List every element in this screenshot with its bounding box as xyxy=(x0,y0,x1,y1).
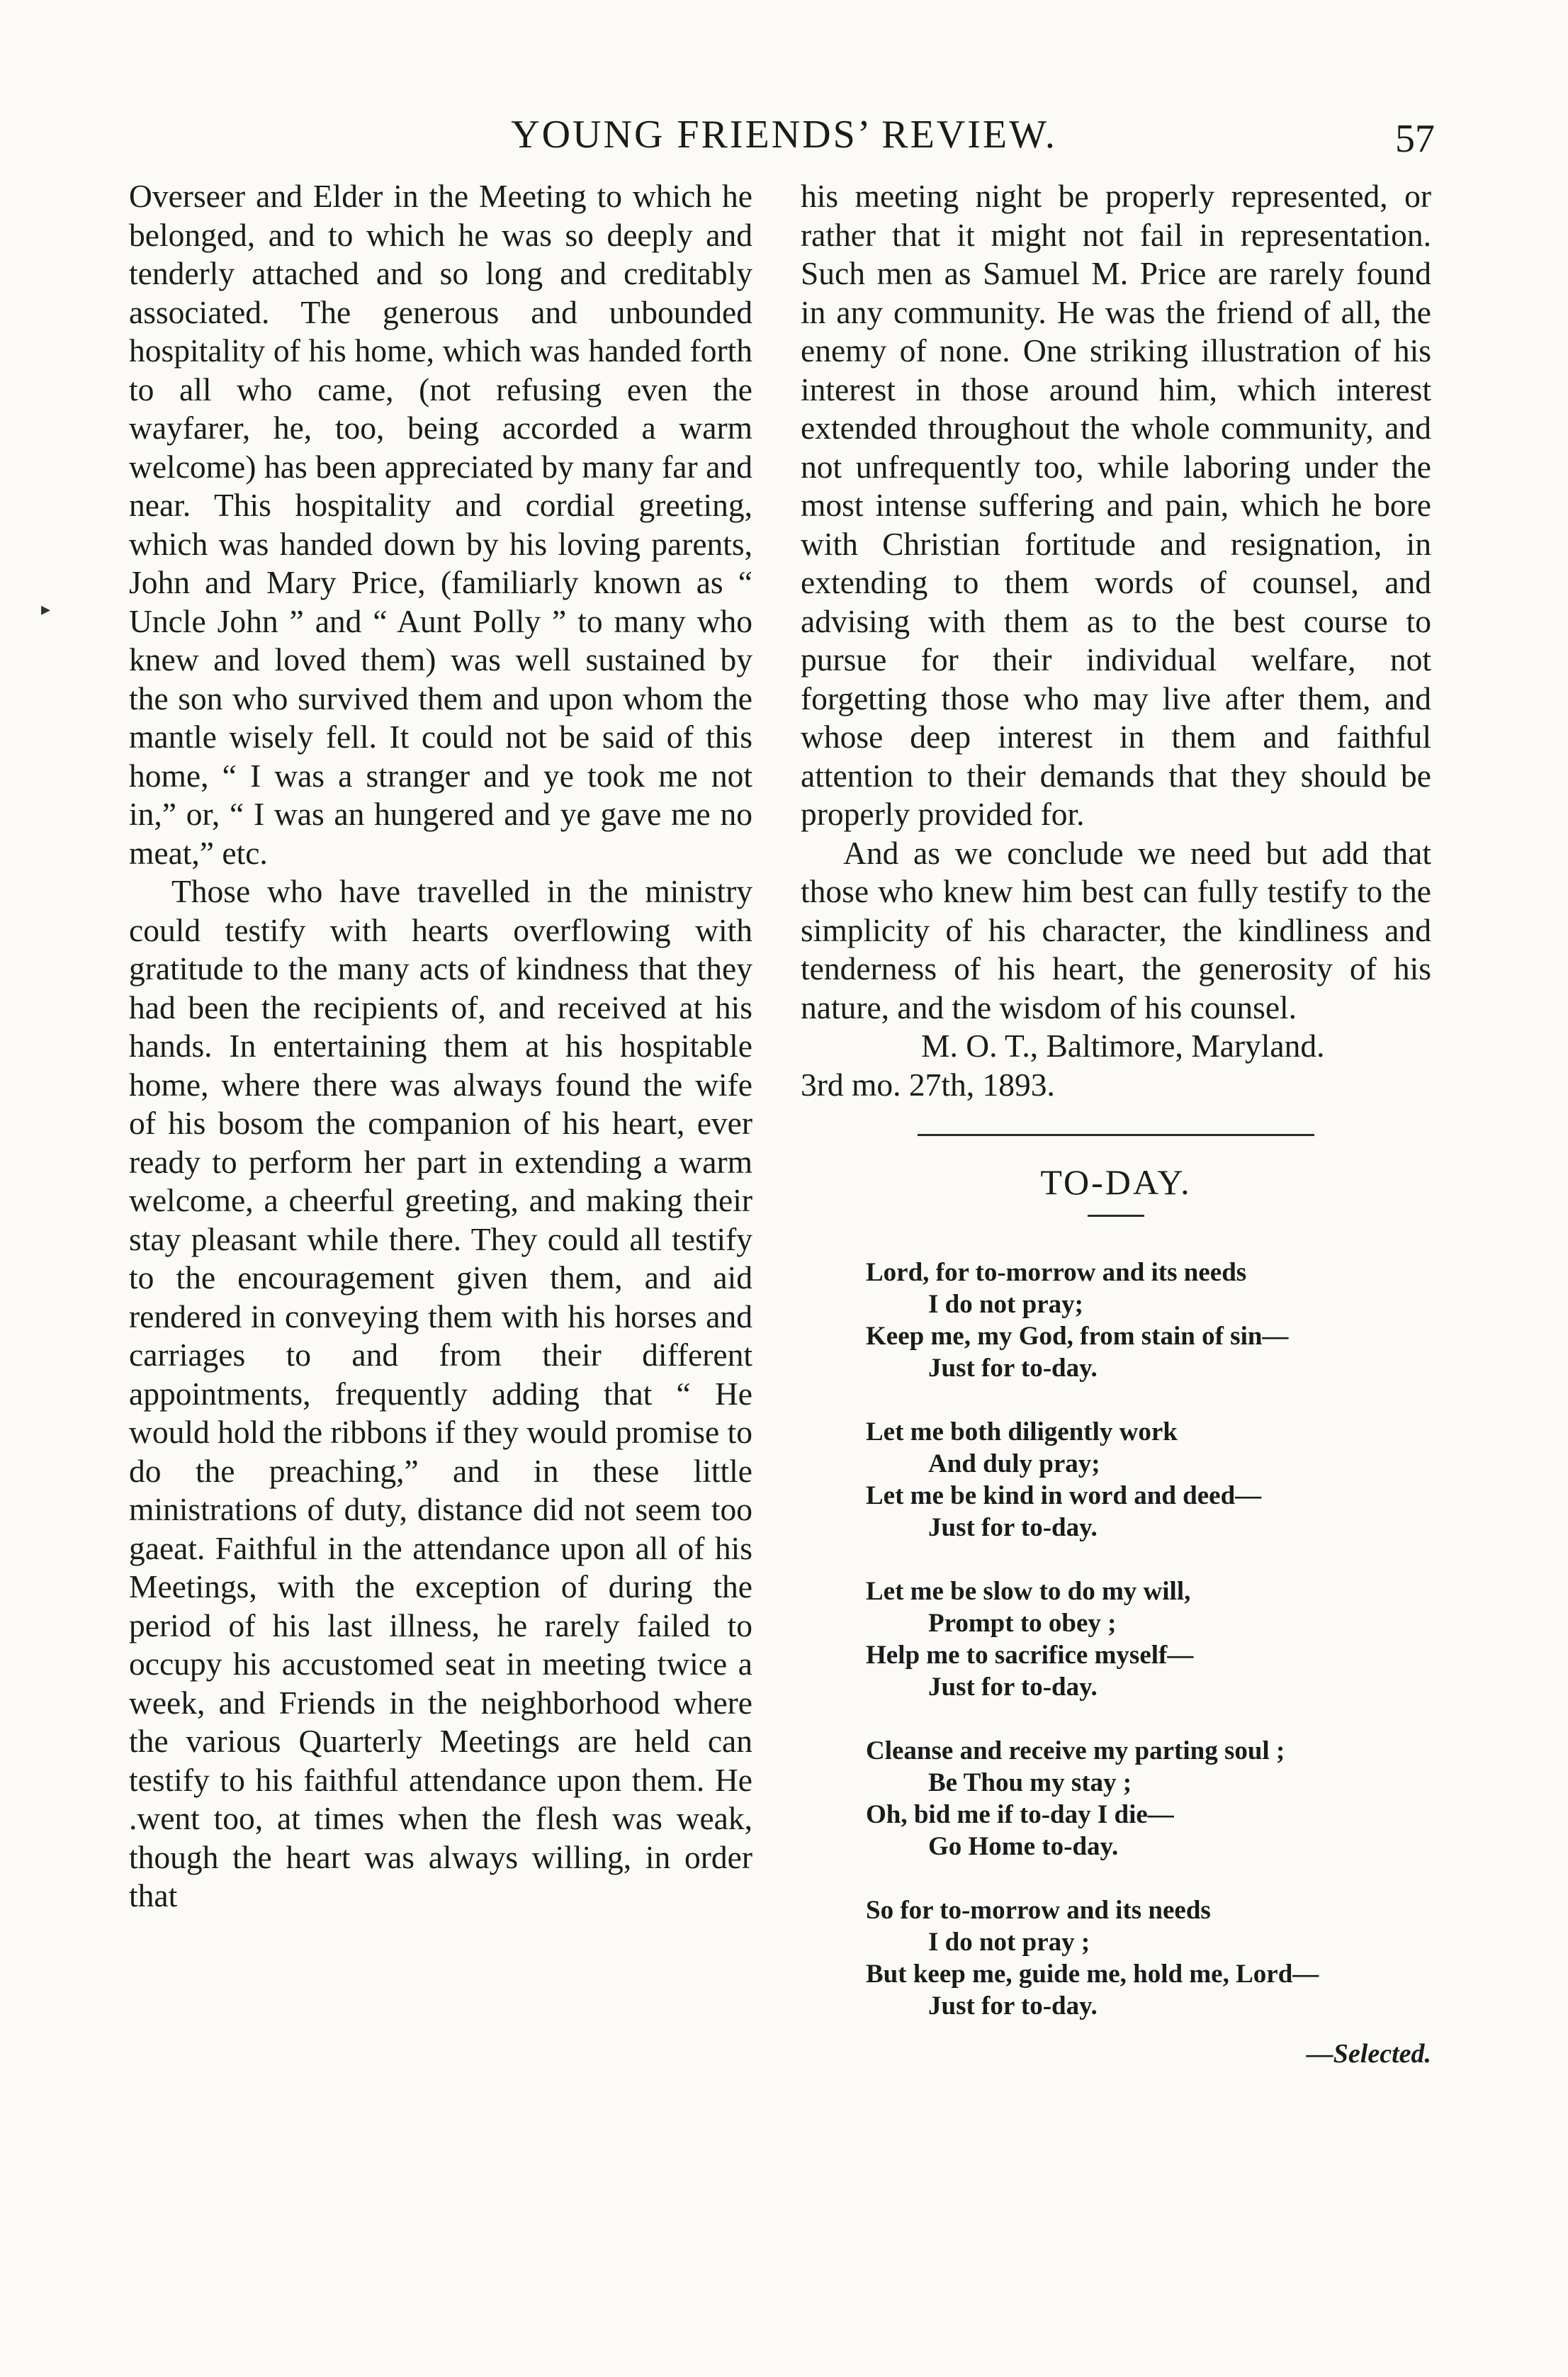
paragraph: And as we conclude we need but add that those who knew him best can fully testify to the simplicity of his character, the kindliness and tenderness of his heart, the generosity of his nature, and the wisdom of his counsel. xyxy=(801,834,1431,1025)
paragraph: his meeting night be properly represented, or rather that it might not fail in representation. Such men as Samuel M. Price are rarely found in any community. He was the friend of all, the enemy of none. One striking illustration of his interest in those around him, which interest extended throughout the whole community, and not unfrequently too, while laboring under the most intense suffering and pain, which he bore with Christian fortitude and resignation, in extending to them words of counsel, and advising with them as to the best course to pursue for their individual welfare, not forgetting those who may live after them, and whose deep interest in them and faithful attention to their demands that they should be properly provided for. xyxy=(801,178,1431,832)
poem-line: Prompt to obey ; xyxy=(928,1608,1117,1638)
right-column xyxy=(801,177,1431,2070)
paragraph: Those who have travelled in the ministry could testify with hearts overflowing with gratitude to the many acts of kindness that they had been the recipients of, and received at his hands. In entertaining them at his hospitable home, where there was always found the wife of his bosom the companion of his heart, ever ready to perform her part in extending a warm welcome, a cheerful greeting, and making their stay pleasant while there. They could all testify to the encouragement given them, and aid rendered in conveying them with his horses and carriages to and from their different appointments, frequently adding that “ He would hold the ribbons if they would promise to do the preaching,” and in these little ministrations of duty, distance did not seem too gaeat. Faithful in the attendance upon all of his Meetings, with the exception of during the period of his last illness, he rarely failed to occupy his accustomed seat in meeting twice a week, and Friends in the neighborhood where the various Quarterly Meetings are held can testify to his faithful attendance upon them. He .went too, at times when the flesh was weak, though the heart was always willing, in order that xyxy=(129,873,752,1914)
poem-line: Help me to sacrifice myself— xyxy=(866,1640,1194,1670)
running-title: YOUNG FRIENDS’ REVIEW. xyxy=(511,113,1057,157)
poem-stanza xyxy=(866,1575,1431,1703)
poem-stanza xyxy=(866,1735,1431,1862)
poem-line: Keep me, my God, from stain of sin— xyxy=(866,1321,1289,1351)
poem-line: So for to-morrow and its needs xyxy=(866,1895,1211,1925)
poem-line: Just for to-day. xyxy=(928,1991,1098,2021)
poem-line: I do not pray ; xyxy=(928,1927,1090,1957)
poem-line: Just for to-day. xyxy=(928,1672,1098,1702)
title-underline xyxy=(1088,1215,1144,1217)
poem-attribution: —Selected. xyxy=(1306,2038,1431,2069)
poem-line: I do not pray; xyxy=(928,1289,1083,1319)
poem-line: Cleanse and receive my parting soul ; xyxy=(866,1736,1285,1765)
poem-line: Oh, bid me if to-day I die— xyxy=(866,1799,1174,1829)
poem xyxy=(801,1257,1431,2070)
poem-line: Be Thou my stay ; xyxy=(928,1768,1132,1797)
poem-line: But keep me, guide me, hold me, Lord— xyxy=(866,1959,1319,1989)
left-column xyxy=(129,177,752,1916)
poem-line: Lord, for to-morrow and its needs xyxy=(866,1257,1247,1287)
section-divider xyxy=(918,1134,1314,1136)
poem-stanza xyxy=(866,1257,1431,1384)
poem-line: Let me be kind in word and deed— xyxy=(866,1480,1262,1510)
poem-stanza xyxy=(866,1416,1431,1544)
poem-line: Let me be slow to do my will, xyxy=(866,1576,1191,1606)
paragraph: Overseer and Elder in the Meeting to which he belonged, and to which he was so deeply and tenderly attached and so long and creditably associated. The generous and unbounded hospitality of his home, which was handed forth to all who came, (not refusing even the wayfarer, he, too, being accorded a warm welcome) has been appreciated by many far and near. This hospitality and cordial greeting, which was handed down by his loving parents, John and Mary Price, (familiarly known as “ Uncle John ” and “ Aunt Polly ” to many who knew and loved them) was well sustained by the son who survived them and upon whom the mantle wisely fell. It could not be said of this home, “ I was a stranger and ye took me not in,” or, “ I was an hungered and ye gave me no meat,” etc. xyxy=(129,178,752,871)
poem-line: Go Home to-day. xyxy=(928,1831,1119,1861)
page-number: 57 xyxy=(1395,117,1435,161)
poem-line: Let me both diligently work xyxy=(866,1417,1178,1446)
signature-line: M. O. T., Baltimore, Maryland. xyxy=(921,1028,1325,1064)
poem-line: And duly pray; xyxy=(928,1449,1100,1478)
date-line: 3rd mo. 27th, 1893. xyxy=(801,1066,1055,1103)
poem-line: Just for to-day. xyxy=(928,1512,1098,1542)
page-header xyxy=(0,106,1568,170)
margin-arrow-icon: ▸ xyxy=(41,599,51,619)
poem-stanza xyxy=(866,1894,1431,2022)
poem-title: TO-DAY. xyxy=(1040,1162,1192,1202)
poem-line: Just for to-day. xyxy=(928,1353,1098,1383)
